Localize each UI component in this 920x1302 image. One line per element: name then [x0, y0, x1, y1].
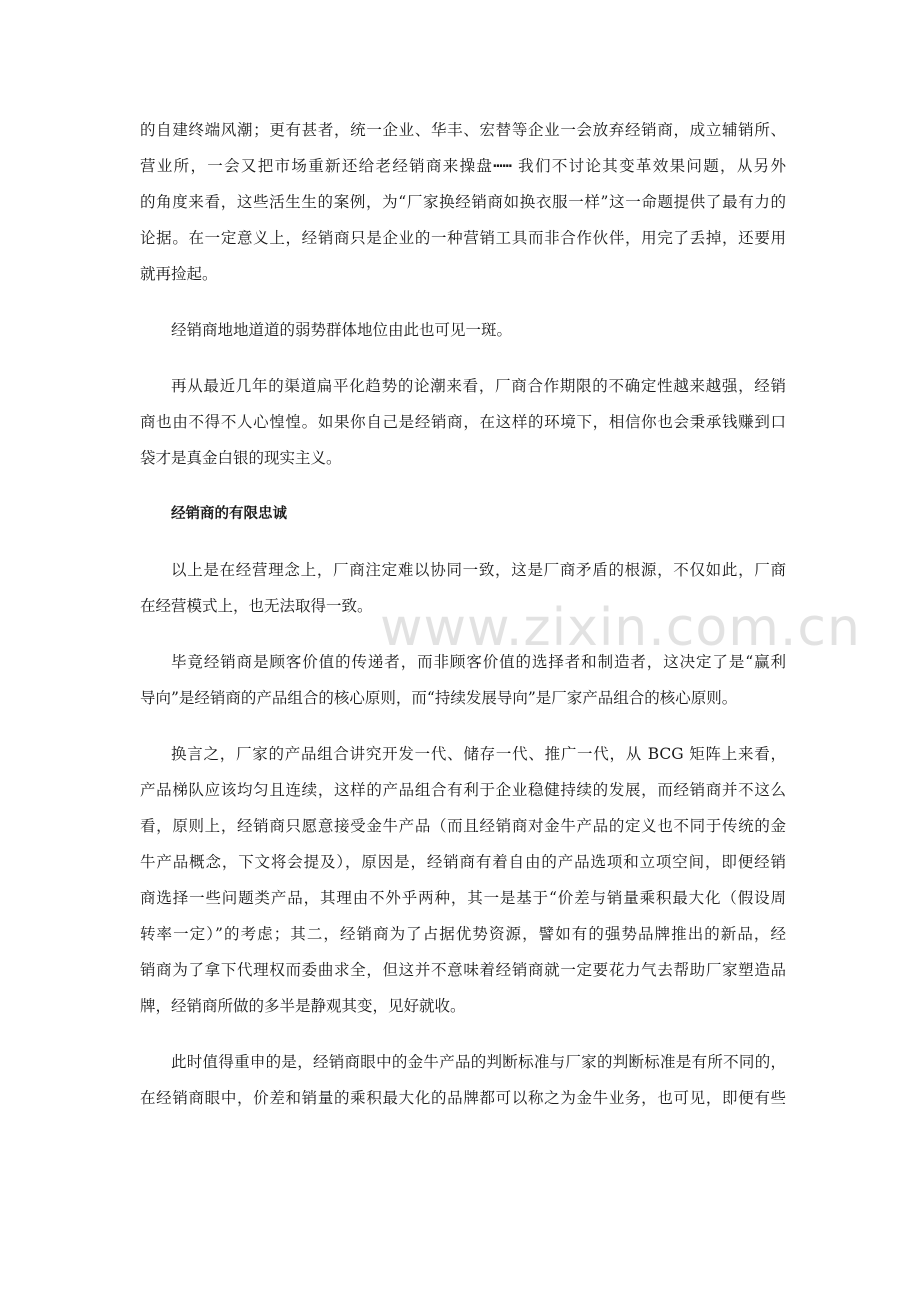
text-line: 在经营模式上，也无法取得一致。 — [140, 597, 373, 615]
text-line: 论据。在一定意义上，经销商只是企业的一种营销工具而非合作伙伴，用完了丢掉，还要用 — [140, 229, 786, 247]
text-line: 经销商地地道道的弱势群体地位由此也可见一斑。 — [171, 321, 513, 339]
text-line: 以上是在经营理念上，厂商注定难以协同一致，这是厂商矛盾的根源，不仅如此，厂商 — [171, 561, 786, 579]
text-line: 商选择一些问题类产品，其理由不外乎两种，其一是基于“价差与销量乘积最大化（假设周 — [140, 889, 786, 907]
text-line: 就再捡起。 — [140, 265, 218, 283]
text-line: 的角度来看，这些活生生的案例，为“厂家换经销商如换衣服一样”这一命题提供了最有力的 — [140, 193, 786, 211]
document-body — [140, 112, 786, 1136]
text-line: 商也由不得不人心惶惶。如果你自己是经销商，在这样的环境下，相信你也会秉承钱赚到口 — [140, 413, 786, 431]
paragraph-6 — [140, 736, 786, 1024]
text-line: 再从最近几年的渠道扁平化趋势的论潮来看，厂商合作期限的不确定性越来越强，经销 — [171, 377, 786, 395]
text-line: 转率一定）”的考虑；其二，经销商为了占据优势资源，譬如有的强势品牌推出的新品，经 — [140, 925, 786, 943]
text-line: 牌，经销商所做的多半是静观其变，见好就收。 — [140, 997, 466, 1015]
text-line: 此时值得重申的是，经销商眼中的金牛产品的判断标准与厂家的判断标准是有所不同的， — [171, 1053, 786, 1071]
paragraph-3 — [140, 368, 786, 476]
text-line: 销商为了拿下代理权而委曲求全，但这并不意味着经销商就一定要花力气去帮助厂家塑造品 — [140, 961, 786, 979]
paragraph-5 — [140, 644, 786, 716]
text-line: 导向”是经销商的产品组合的核心原则，而“持续发展导向”是厂家产品组合的核心原则。 — [140, 689, 738, 707]
text-line: 换言之，厂家的产品组合讲究开发一代、储存一代、推广一代，从 BCG 矩阵上来看， — [171, 745, 786, 763]
text-line: 在经销商眼中，价差和销量的乘积最大化的品牌都可以称之为金牛业务，也可见，即便有些 — [140, 1089, 786, 1107]
text-line: 产品梯队应该均匀且连续，这样的产品组合有利于企业稳健持续的发展，而经销商并不这么 — [140, 781, 786, 799]
text-line: 看，原则上，经销商只愿意接受金牛产品（而且经销商对金牛产品的定义也不同于传统的金 — [140, 817, 786, 835]
paragraph-4 — [140, 552, 786, 624]
paragraph-7 — [140, 1044, 786, 1116]
paragraph-2 — [140, 312, 786, 348]
text-line: 牛产品概念，下文将会提及），原因是，经销商有着自由的产品选项和立项空间，即便经销 — [140, 853, 786, 871]
watermark-text: www.zixin.com.cn — [380, 598, 861, 658]
section-heading: 经销商的有限忠诚 — [171, 506, 287, 522]
paragraph-1 — [140, 112, 786, 292]
text-line: 营业所，一会又把市场重新还给老经销商来操盘┅┅ 我们不讨论其变革效果问题，从另外 — [140, 157, 786, 175]
text-line: 的自建终端风潮；更有甚者，统一企业、华丰、宏替等企业一会放弃经销商，成立辅销所、 — [140, 121, 786, 139]
text-line: 袋才是真金白银的现实主义。 — [140, 449, 342, 467]
text-line: 毕竟经销商是顾客价值的传递者，而非顾客价值的选择者和制造者，这决定了是“赢利 — [171, 653, 786, 671]
